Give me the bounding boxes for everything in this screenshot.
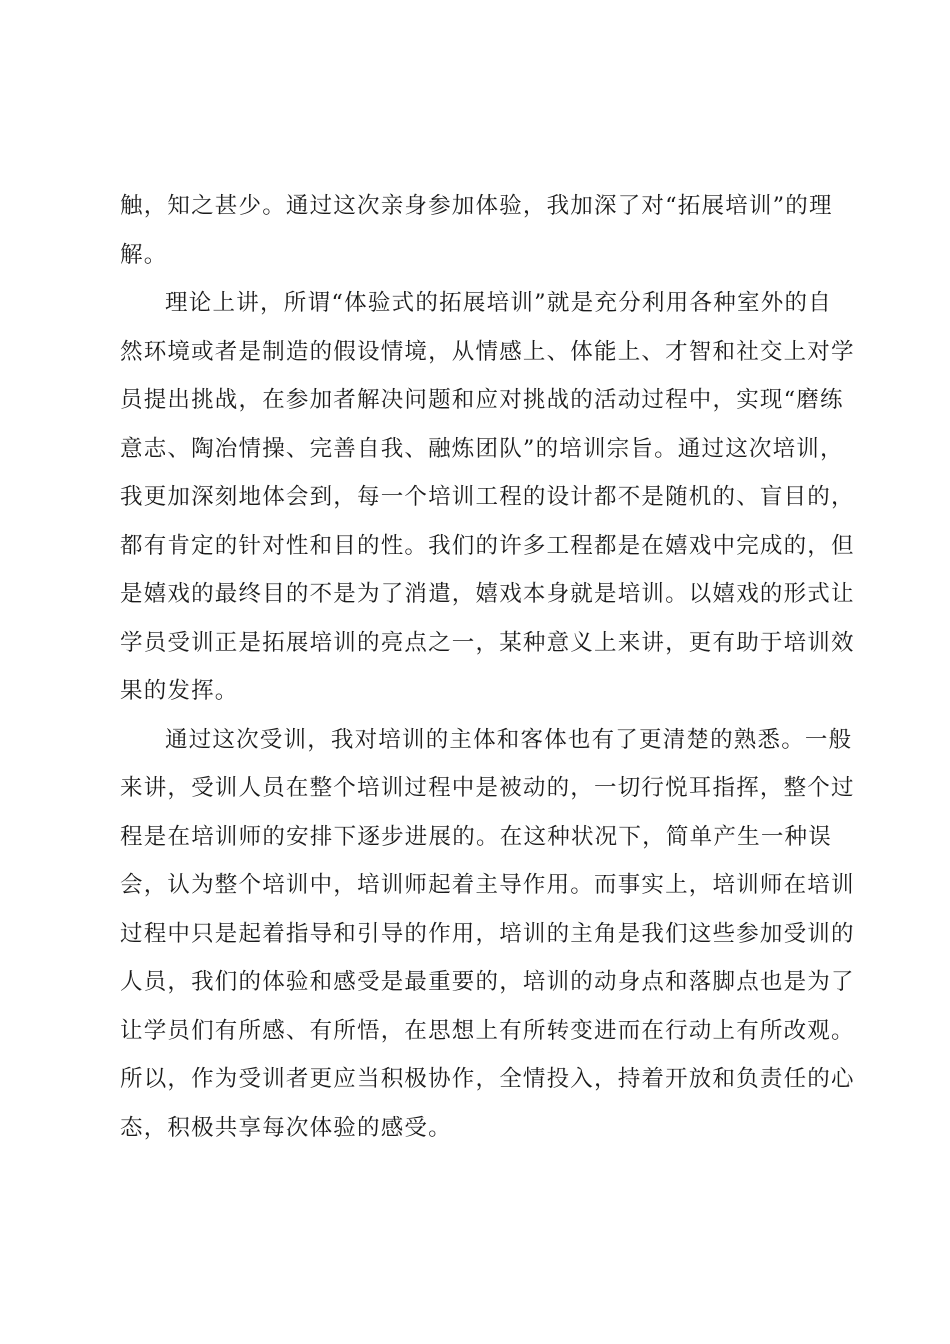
text-line: 果的发挥。 bbox=[120, 678, 239, 704]
paragraph-3 bbox=[120, 716, 855, 1153]
text-line: 过程中只是起着指导和引导的作用，培训的主角是我们这些参加受训的 bbox=[120, 920, 855, 947]
text-line: 是嬉戏的最终目的不是为了消遣，嬉戏本身就是培训。以嬉戏的形式让 bbox=[120, 581, 855, 607]
text-line: 程是在培训师的安排下逐步进展的。在这种状况下，简单产生一种误 bbox=[120, 823, 832, 850]
text-line: 通过这次受训，我对培训的主体和客体也有了更清楚的熟悉。一般 bbox=[165, 726, 853, 753]
paragraph-2 bbox=[120, 279, 855, 716]
text-line: 触，知之甚少。通过这次亲身参加体验，我加深了对“拓展培训”的理 bbox=[120, 193, 833, 219]
body-text bbox=[120, 182, 855, 1152]
text-line: 都有肯定的针对性和目的性。我们的许多工程都是在嬉戏中完成的，但 bbox=[120, 532, 855, 559]
text-line: 会，认为整个培训中，培训师起着主导作用。而事实上，培训师在培训 bbox=[120, 872, 855, 898]
text-line: 让学员们有所感、有所悟，在思想上有所转变进而在行动上有所改观。 bbox=[120, 1017, 855, 1044]
paragraph-1 bbox=[120, 182, 832, 279]
text-line: 然环境或者是制造的假设情境，从情感上、体能上、才智和社交上对学 bbox=[120, 338, 855, 365]
text-line: 所以，作为受训者更应当积极协作，全情投入，持着开放和负责任的心 bbox=[120, 1066, 855, 1092]
text-line: 意志、陶冶情操、完善自我、融炼团队”的培训宗旨。通过这次培训， bbox=[120, 435, 844, 462]
text-line: 学员受训正是拓展培训的亮点之一，某种意义上来讲，更有助于培训效 bbox=[120, 629, 855, 656]
text-line: 来讲，受训人员在整个培训过程中是被动的，一切行悦耳指挥，整个过 bbox=[120, 775, 855, 801]
text-line: 我更加深刻地体会到，每一个培训工程的设计都不是随机的、盲目的， bbox=[120, 484, 855, 510]
text-line: 解。 bbox=[120, 241, 168, 268]
text-line: 员提出挑战，在参加者解决问题和应对挑战的活动过程中，实现“磨练 bbox=[120, 387, 844, 413]
text-line: 人员，我们的体验和感受是最重要的，培训的动身点和落脚点也是为了 bbox=[120, 969, 855, 995]
text-line: 态，积极共享每次体验的感受。 bbox=[120, 1114, 452, 1141]
text-line: 理论上讲，所谓“体验式的拓展培训”就是充分利用各种室外的自 bbox=[165, 290, 832, 316]
